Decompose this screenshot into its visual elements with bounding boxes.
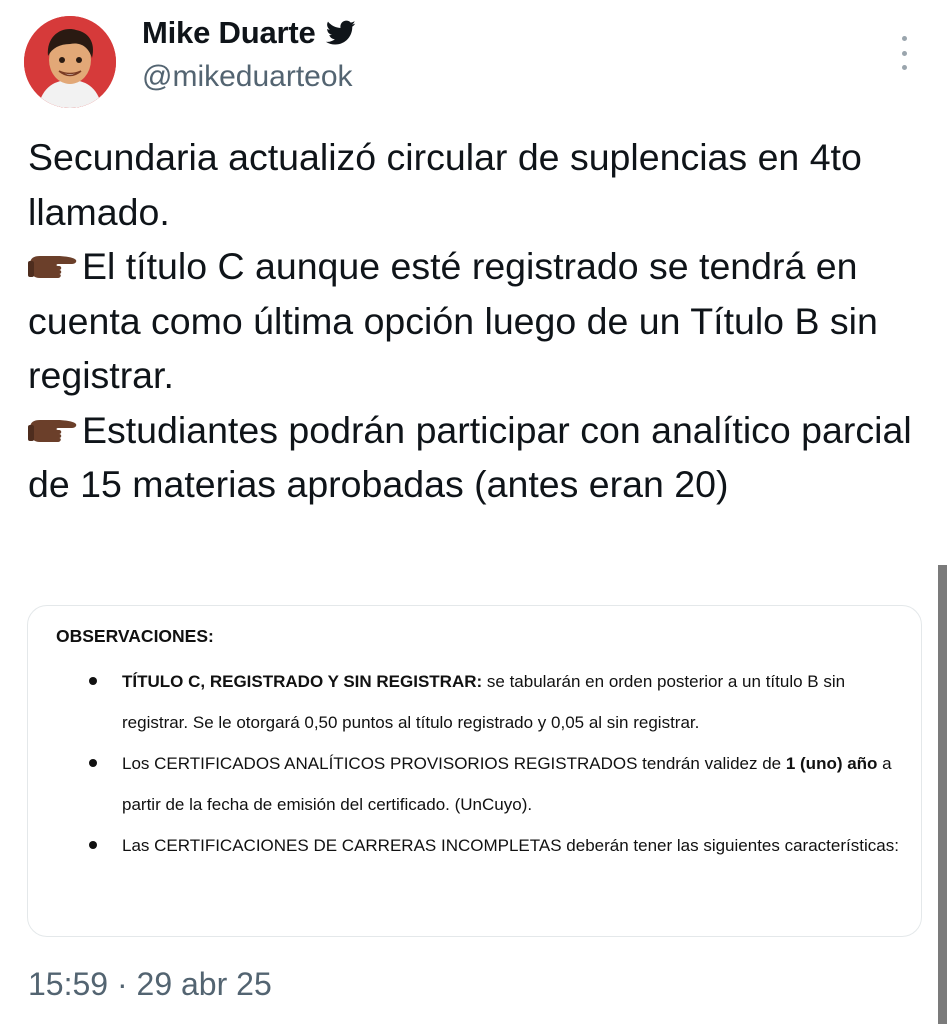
pointing-finger-icon: [28, 406, 78, 436]
more-options-icon[interactable]: [894, 36, 914, 70]
document-excerpt: [56, 626, 906, 866]
document-heading: OBSERVACIONES:: [56, 626, 214, 646]
tweet-bullet-text: Estudiantes podrán participar con analítico parcial de 15 materias aprobadas (antes eran 20): [28, 408, 912, 505]
avatar-image: [24, 16, 116, 108]
item-text: Los CERTIFICADOS ANALÍTICOS PROVISORIOS REGISTRADOS tendrán validez de: [122, 754, 786, 773]
tweet-bullet: [28, 403, 933, 512]
tweet-line: Secundaria actualizó circular de suplencias en 4to llamado.: [28, 136, 862, 233]
twitter-bird-icon: [326, 20, 356, 46]
document-list: [56, 661, 906, 866]
tweet-bullet-text: El título C aunque esté registrado se tendrá en cuenta como última opción luego de un Título B sin registrar.: [28, 245, 878, 396]
tweet-text: [28, 130, 933, 512]
document-list-item: [56, 825, 906, 866]
item-bold: 1 (uno) año: [785, 754, 878, 773]
more-dot: [902, 36, 907, 41]
item-text: a partir de la fecha de emisión del certificado. (UnCuyo).: [122, 754, 892, 814]
document-list-item: [56, 661, 906, 743]
document-list-item: [56, 743, 906, 825]
pointing-finger-icon: [28, 242, 78, 272]
item-text: Las CERTIFICACIONES DE CARRERAS INCOMPLETAS deberán tener las siguientes características:: [122, 836, 899, 855]
more-dot: [902, 65, 907, 70]
tweet-timestamp[interactable]: 15:59 · 29 abr 25: [28, 966, 272, 1002]
author-name-row: [142, 15, 356, 51]
avatar[interactable]: [24, 16, 116, 108]
scrollbar[interactable]: [938, 565, 947, 1024]
attached-image[interactable]: [27, 605, 922, 937]
author-display-name[interactable]: Mike Duarte: [142, 15, 316, 50]
author-handle[interactable]: @mikeduarteok: [142, 60, 353, 93]
item-bold: TÍTULO C, REGISTRADO Y SIN REGISTRAR:: [122, 672, 483, 691]
item-text: se tabularán en orden posterior a un título B sin registrar. Se le otorgará 0,50 puntos al título registrado y 0,05 al sin registrar.: [122, 672, 846, 732]
tweet-bullet: [28, 239, 933, 403]
more-dot: [902, 51, 907, 56]
